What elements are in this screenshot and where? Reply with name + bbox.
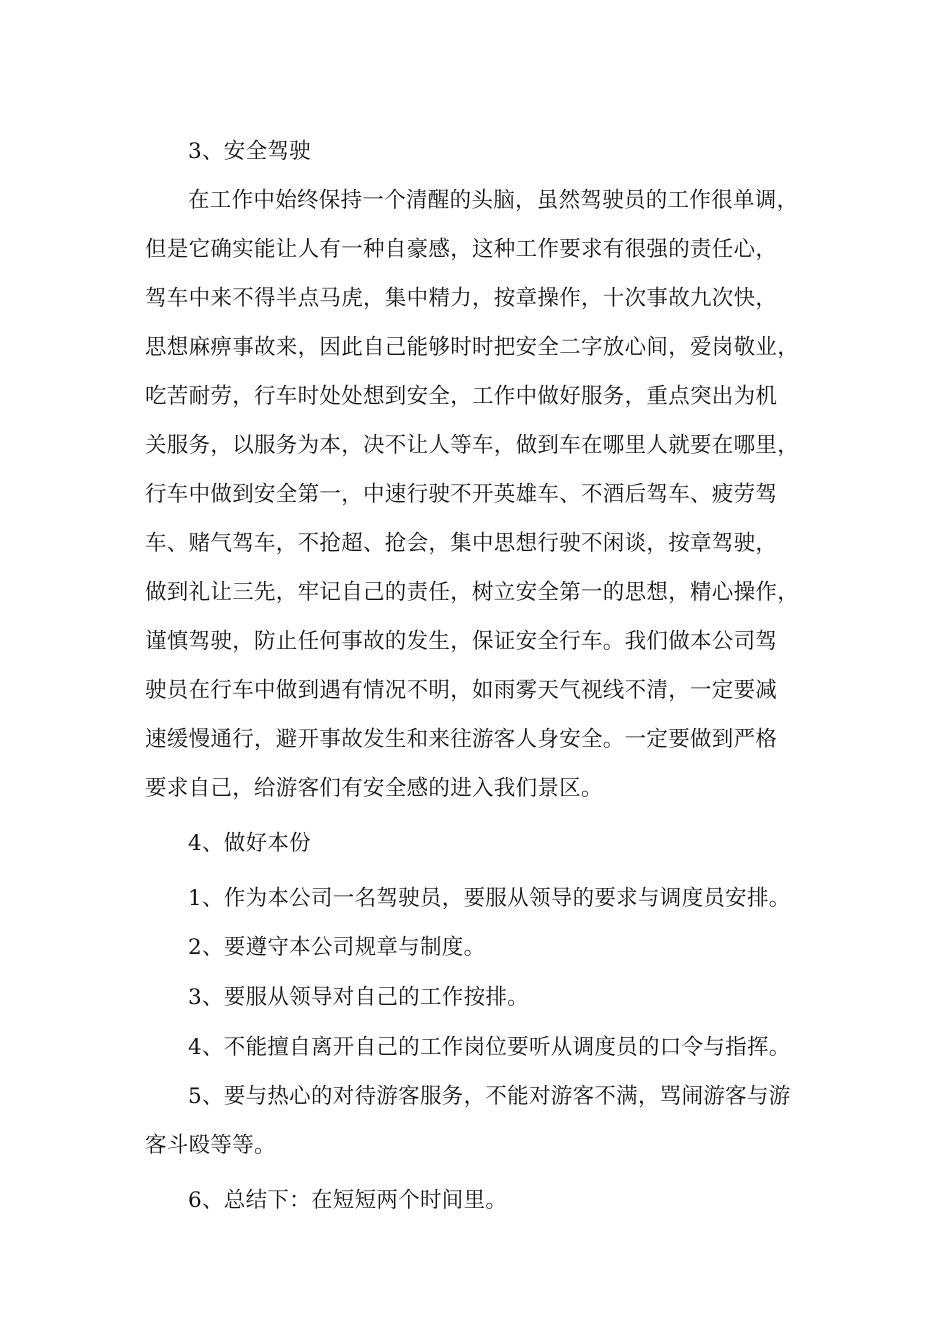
section-heading-duty: 4、做好本份 [188, 831, 311, 856]
paragraph-line: 在工作中始终保持一个清醒的头脑，虽然驾驶员的工作很单调， [188, 188, 799, 213]
paragraph-line: 但是它确实能让人有一种自豪感，这种工作要求有很强的责任心， [145, 237, 778, 262]
paragraph-line: 要求自己，给游客们有安全感的进入我们景区。 [145, 776, 603, 801]
paragraph-line: 驾车中来不得半点马虎，集中精力，按章操作，十次事故九次快， [145, 286, 778, 311]
list-item: 3、要服从领导对自己的工作按排。 [188, 985, 529, 1010]
paragraph-line: 行车中做到安全第一，中速行驶不开英雄车、不酒后驾车、疲劳驾 [145, 482, 778, 507]
list-item: 6、总结下：在短短两个时间里。 [188, 1188, 508, 1213]
paragraph-line: 吃苦耐劳，行车时处处想到安全，工作中做好服务，重点突出为机 [145, 384, 778, 409]
paragraph-line: 谨慎驾驶，防止任何事故的发生，保证安全行车。我们做本公司驾 [145, 629, 778, 654]
section-heading-safe-driving: 3、安全驾驶 [188, 139, 311, 164]
paragraph-line: 车、赌气驾车，不抢超、抢会，集中思想行驶不闲谈，按章驾驶， [145, 531, 778, 556]
list-item: 5、要与热心的对待游客服务，不能对游客不满，骂闹游客与游 [188, 1084, 791, 1109]
paragraph-line: 关服务，以服务为本，决不让人等车，做到车在哪里人就要在哪里， [145, 433, 800, 458]
list-item: 1、作为本公司一名驾驶员，要服从领导的要求与调度员安排。 [188, 886, 791, 911]
paragraph-line: 驶员在行车中做到遇有情况不明，如雨雾天气视线不清，一定要减 [145, 678, 778, 703]
list-item: 4、不能擅自离开自己的工作岗位要听从调度员的口令与指挥。 [188, 1035, 791, 1060]
list-item-continuation: 客斗殴等等。 [145, 1133, 276, 1158]
paragraph-line: 做到礼让三先，牢记自己的责任，树立安全第一的思想，精心操作， [145, 580, 800, 605]
paragraph-line: 速缓慢通行，避开事故发生和来往游客人身安全。一定要做到严格 [145, 727, 778, 752]
list-item: 2、要遵守本公司规章与制度。 [188, 935, 486, 960]
paragraph-line: 思想麻痹事故来，因此自己能够时时把安全二字放心间，爱岗敬业， [145, 335, 800, 360]
